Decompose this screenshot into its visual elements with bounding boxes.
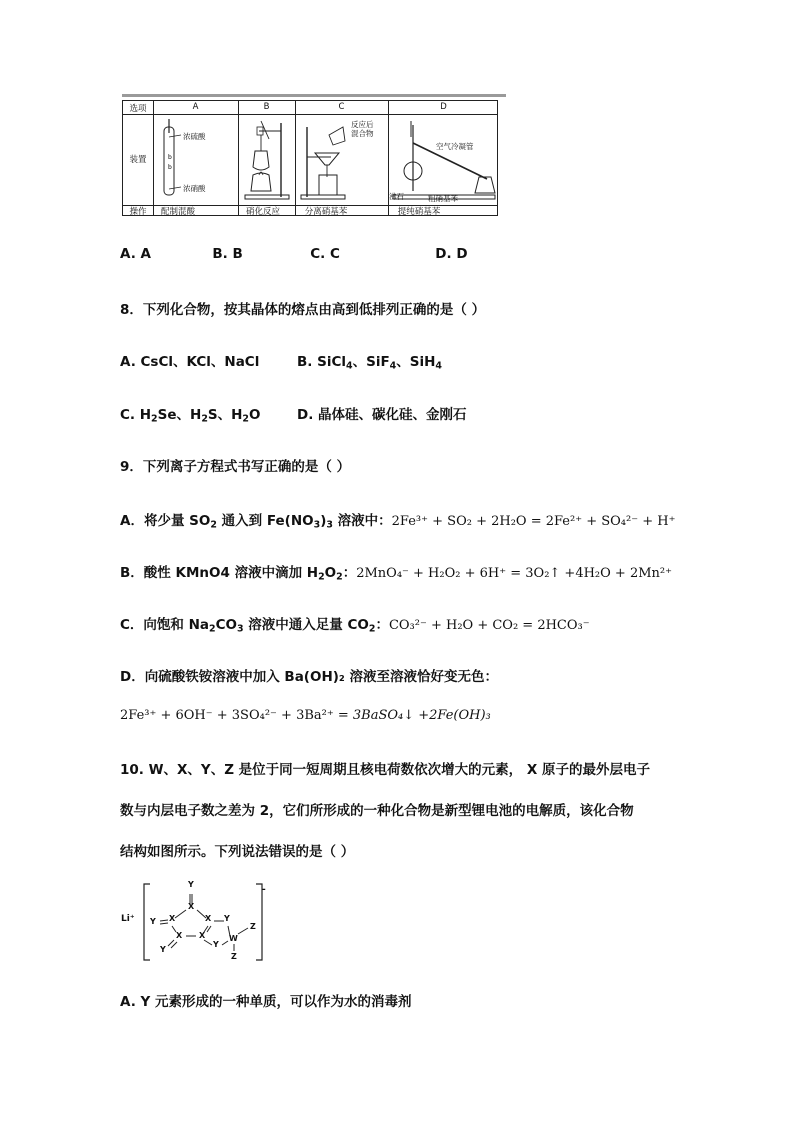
atom-y-bottom: Y — [213, 940, 219, 949]
choice-d: D. D — [435, 246, 468, 262]
header-option-label: 选项 — [129, 104, 147, 114]
label-boiling-stone: 沸石 — [389, 192, 404, 201]
atom-x-right: X — [205, 914, 212, 923]
atom-y-left: Y — [150, 917, 156, 926]
atom-y-lower-left: Y — [160, 945, 166, 954]
q9-b-equation: 2MnO₄⁻ + H₂O₂ + 6H⁺ = 3O₂↑ +4H₂O + 2Mn²⁺ — [356, 566, 672, 581]
header-option-a: A — [192, 102, 199, 112]
label-crude-nitrobenzene: 粗硝基苯 — [428, 194, 458, 203]
separation-setup-diagram — [299, 117, 349, 203]
header-option-d: D — [440, 102, 447, 112]
operation-d: 提纯硝基苯 — [397, 207, 441, 217]
atom-x-bottom-left: X — [176, 931, 183, 940]
q9-option-a: A．将少量 $SO_2$ 通入到 $Fe(NO_3)_3$ 溶液中：2Fe³⁺ + SO₂ + 2H₂O = 2Fe²⁺ + SO₄²⁻ + H⁺ — [120, 513, 676, 531]
label-conc-nitric: 浓硝酸 — [183, 184, 206, 193]
choice-c: C. C — [310, 246, 340, 262]
atom-x-top: X — [188, 902, 195, 911]
q9-option-b: B．酸性 KMnO4 溶液中滴加 $H_2O_2$：2MnO₄⁻ + H₂O₂ + 6H⁺ = 3O₂↑ +4H₂O + 2Mn²⁺ — [120, 565, 672, 583]
q7-choices — [120, 246, 468, 262]
operation-a: 配制混酸 — [160, 207, 195, 217]
q9-option-c: C．向饱和 $Na_2CO_3$ 溶液中通入足量 $CO_2$：CO₃²⁻ + H₂O + CO₂ = 2HCO₃⁻ — [120, 617, 590, 635]
label-mixture: 混合物 — [351, 129, 374, 138]
q9-option-d-stem: D．向硫酸铁铵溶液中加入 Ba(OH)₂ 溶液至溶液恰好变无色： — [120, 669, 499, 685]
atom-w: W — [229, 934, 238, 943]
q8-stem: 8．下列化合物，按其晶体的熔点由高到低排列正确的是（ ） — [120, 302, 486, 318]
q8-option-b: B. SiCl$_4$、SiF$_4$、SiH$_4$ — [297, 354, 442, 372]
svg-text:b: b — [168, 164, 172, 171]
q9-a-equation: 2Fe³⁺ + SO₂ + 2H₂O = 2Fe²⁺ + SO₄²⁻ + H⁺ — [391, 514, 676, 529]
svg-text:b: b — [168, 154, 172, 161]
lithium-cation: Li⁺ — [121, 914, 135, 924]
row-apparatus-label: 装置 — [129, 155, 147, 165]
q10-stem-line2: 数与内层电子数之差为 2，它们所形成的一种化合物是新型锂电池的电解质，该化合物 — [120, 803, 634, 819]
choice-a: A. A — [120, 246, 151, 262]
label-after-reaction: 反应后 — [351, 120, 374, 129]
operation-c: 分离硝基苯 — [304, 207, 348, 217]
atom-y-right: Y — [224, 914, 230, 923]
q10-stem-line1: 10. W、X、Y、Z 是位于同一短周期且核电荷数依次增大的元素， X 原子的最外层电子 — [120, 762, 650, 778]
distillation-setup-diagram — [391, 117, 497, 203]
apparatus-table — [122, 100, 498, 216]
atom-x-left: X — [169, 914, 176, 923]
nitration-setup-diagram — [241, 117, 293, 203]
operation-b: 硝化反应 — [245, 207, 280, 217]
atom-y-top: Y — [188, 880, 194, 889]
row-operation-label: 操作 — [129, 207, 147, 217]
anion-structure-diagram — [120, 878, 270, 964]
label-air-condenser: 空气冷凝管 — [436, 142, 474, 151]
q10-stem-line3: 结构如图所示。下列说法错误的是（ ） — [120, 844, 355, 860]
header-option-b: B — [263, 102, 270, 112]
q9-option-d-equation: 2Fe³⁺ + 6OH⁻ + 3SO₄²⁻ + 3Ba²⁺ = 3BaSO₄↓ +2Fe(OH)₃ — [120, 708, 491, 723]
q9-stem: 9．下列离子方程式书写正确的是（ ） — [120, 459, 351, 475]
q9-c-equation: CO₃²⁻ + H₂O + CO₂ = 2HCO₃⁻ — [388, 618, 590, 633]
q8-option-c: C. $H_2Se$、$H_2S$、$H_2O$ — [120, 407, 261, 425]
q8-option-a: A. CsCl、KCl、NaCl — [120, 354, 260, 370]
choice-b: B. B — [212, 246, 243, 262]
atom-z-right: Z — [250, 922, 256, 931]
label-conc-sulfuric: 浓硫酸 — [183, 132, 206, 141]
q8-option-d: D. 晶体硅、碳化硅、金刚石 — [297, 407, 467, 423]
q10-option-a: A. Y 元素形成的一种单质，可以作为水的消毒剂 — [120, 994, 412, 1010]
cropped-stem-fragment — [122, 94, 506, 98]
atom-z-bottom: Z — [231, 952, 237, 961]
atom-x-bottom-right: X — [199, 931, 206, 940]
header-option-c: C — [338, 102, 345, 112]
anion-charge: - — [262, 885, 266, 895]
